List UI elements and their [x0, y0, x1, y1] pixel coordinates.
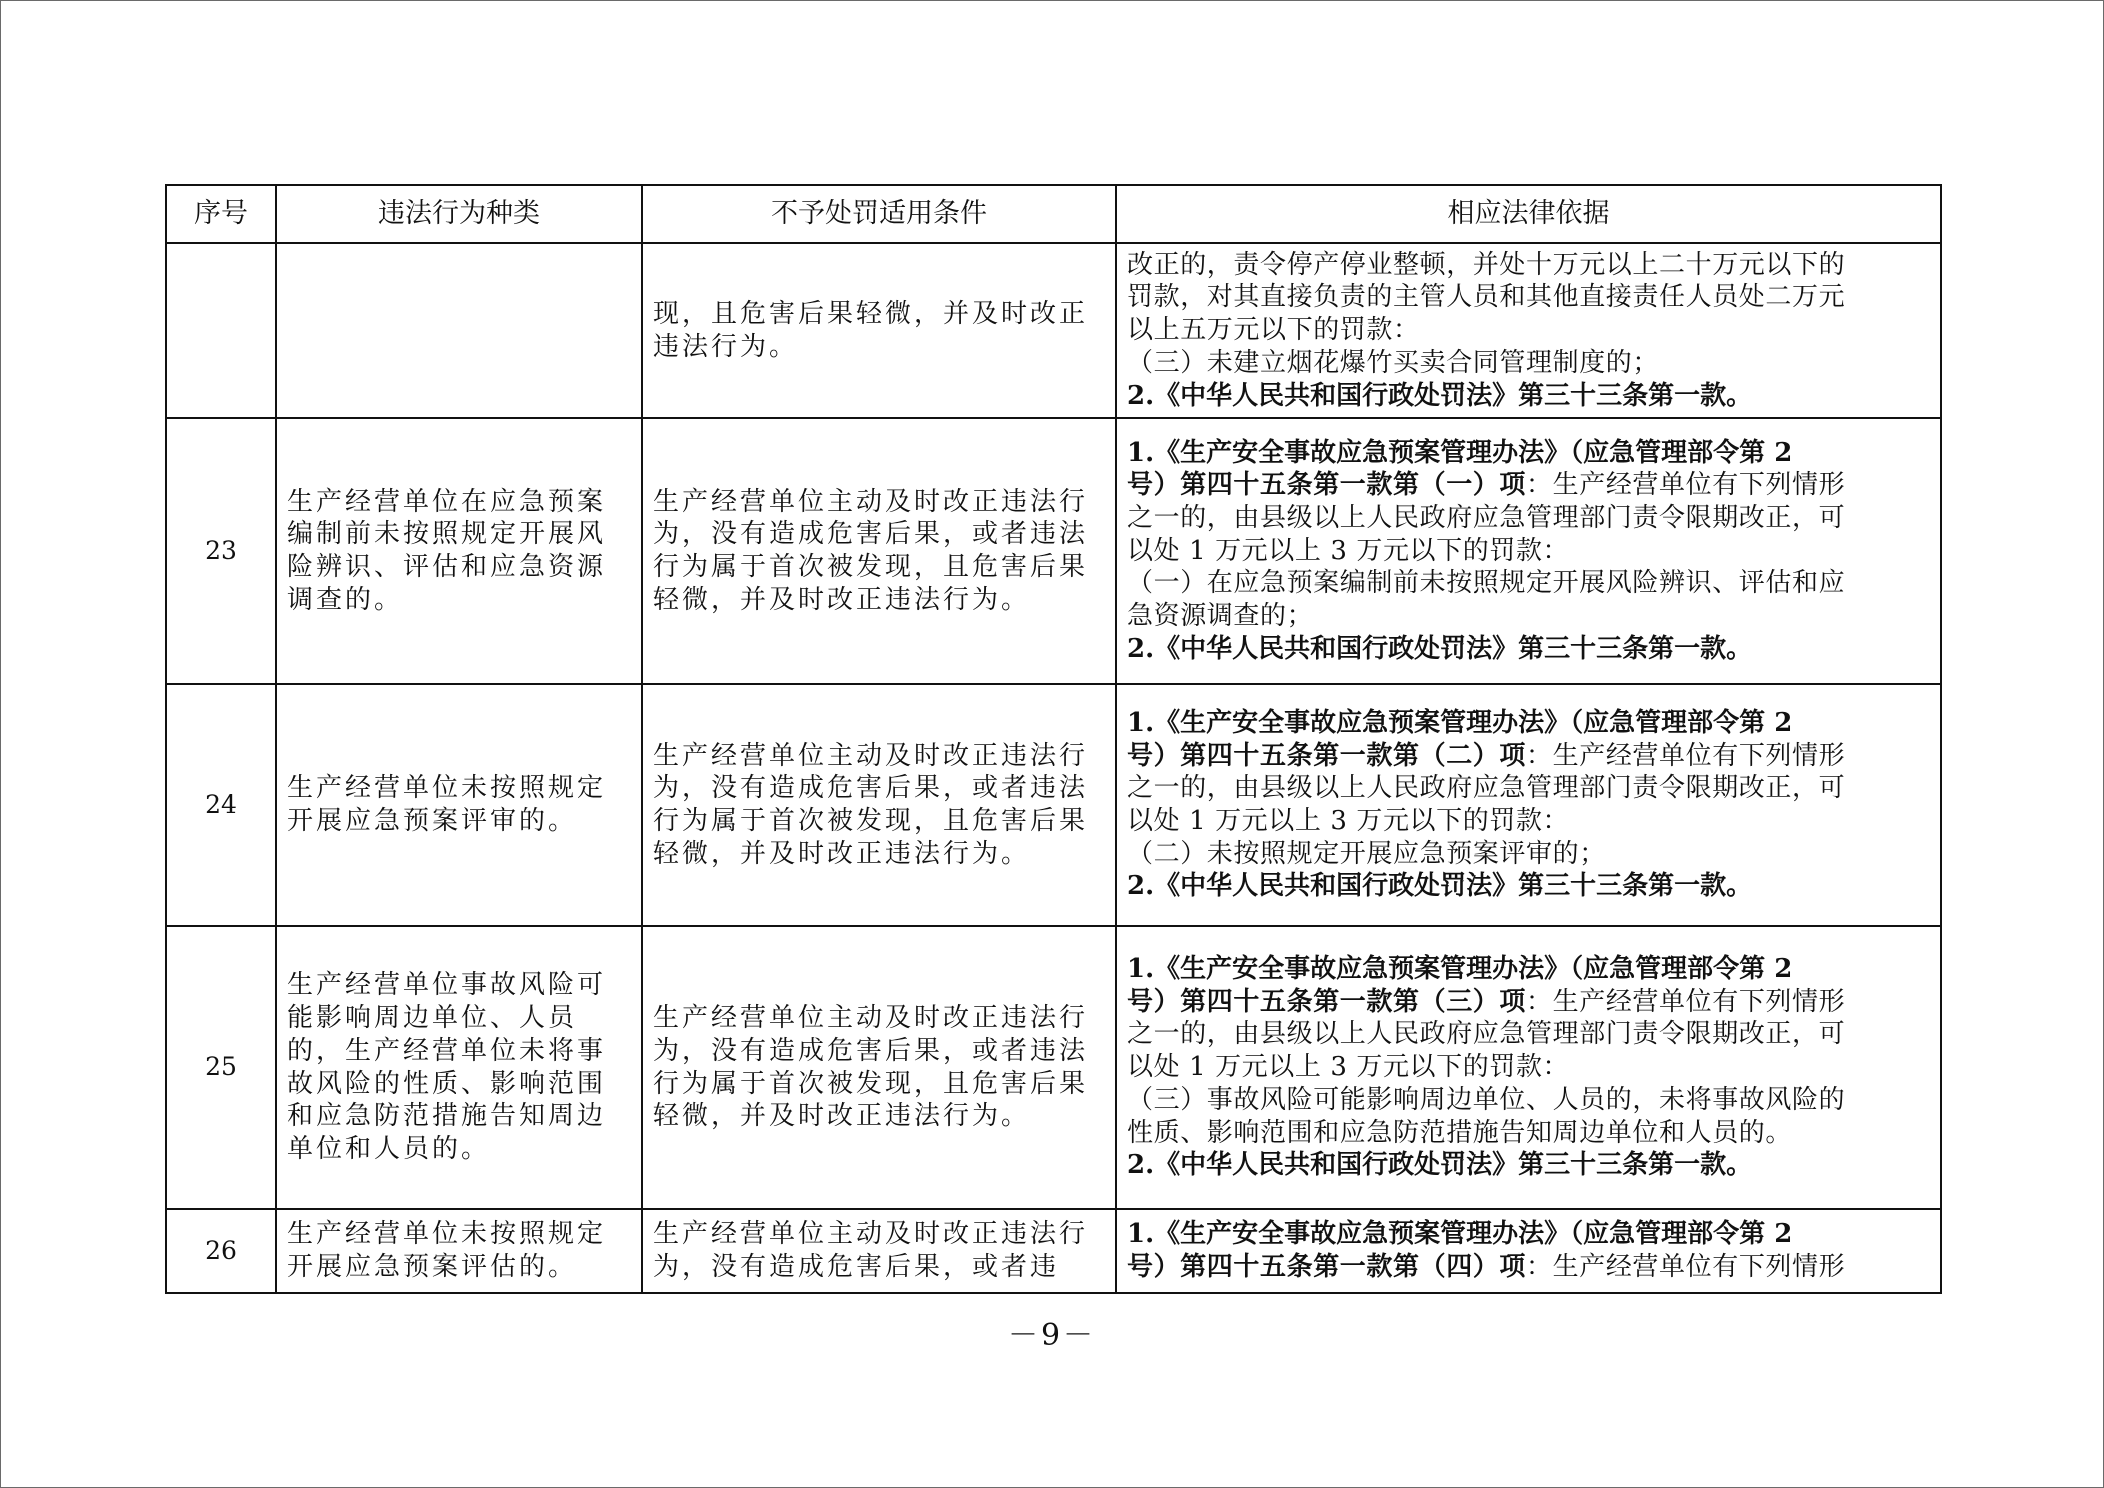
- legal-basis-line: [1127, 281, 1930, 314]
- header-legal-basis: 相应法律依据: [1116, 185, 1941, 243]
- legal-basis-text: ：生产经营单位有下列情形: [1526, 986, 1846, 1017]
- violation-type-cell: 生产经营单位未按照规定开展应急预案评估的。: [276, 1209, 642, 1293]
- legal-basis-line: [1127, 469, 1930, 502]
- legal-basis-line: [1127, 567, 1930, 600]
- legal-basis-bold-text: 号）第四十五条第一款第（一）项: [1127, 470, 1527, 501]
- table-header-row: [166, 185, 1941, 243]
- legal-basis-text: 以上五万元以下的罚款：: [1127, 315, 1420, 346]
- violation-type-cell: [276, 243, 642, 418]
- legal-basis-cell: [1116, 1209, 1941, 1293]
- legal-basis-bold-text: 1.《生产安全事故应急预案管理办法》（应急管理部令第 2: [1127, 707, 1793, 738]
- legal-basis-line: [1127, 870, 1930, 903]
- legal-basis-text: 以处 1 万元以上 3 万元以下的罚款：: [1127, 1052, 1570, 1083]
- header-exemption-condition: 不予处罚适用条件: [642, 185, 1116, 243]
- header-serial-no: 序号: [166, 185, 276, 243]
- legal-basis-bold-text: 2.《中华人民共和国行政处罚法》第三十三条第一款。: [1127, 871, 1753, 902]
- penalty-exemption-table: [165, 184, 1942, 1294]
- legal-basis-text: ：生产经营单位有下列情形: [1526, 740, 1846, 771]
- legal-basis-text: （一）在应急预案编制前未按照规定开展风险辨识、评估和应: [1127, 568, 1846, 599]
- legal-basis-line: [1127, 1051, 1930, 1084]
- legal-basis-bold-text: 2.《中华人民共和国行政处罚法》第三十三条第一款。: [1127, 1150, 1753, 1181]
- legal-basis-cell: [1116, 418, 1941, 684]
- legal-basis-line: [1127, 1149, 1930, 1182]
- exemption-condition-cell: 现，且危害后果轻微，并及时改正违法行为。: [642, 243, 1116, 418]
- legal-basis-line: [1127, 1117, 1930, 1150]
- legal-basis-line: [1127, 314, 1930, 347]
- legal-basis-line: [1127, 1018, 1930, 1051]
- legal-basis-bold-text: 1.《生产安全事故应急预案管理办法》（应急管理部令第 2: [1127, 437, 1793, 468]
- violation-type-cell: 生产经营单位未按照规定开展应急预案评审的。: [276, 684, 642, 926]
- exemption-condition-cell: 生产经营单位主动及时改正违法行为，没有造成危害后果，或者违法行为属于首次被发现，且危害后果轻微，并及时改正违法行为。: [642, 418, 1116, 684]
- legal-basis-bold-text: 1.《生产安全事故应急预案管理办法》（应急管理部令第 2: [1127, 954, 1793, 985]
- exemption-condition-cell: 生产经营单位主动及时改正违法行为，没有造成危害后果，或者违法行为属于首次被发现，且危害后果轻微，并及时改正违法行为。: [642, 684, 1116, 926]
- table-row: [166, 926, 1941, 1209]
- page-number: －9－: [1007, 1318, 1097, 1353]
- violation-type-cell: 生产经营单位事故风险可能影响周边单位、人员的，生产经营单位未将事故风险的性质、影响范围和应急防范措施告知周边单位和人员的。: [276, 926, 642, 1209]
- serial-no-cell: [166, 243, 276, 418]
- table-row: [166, 684, 1941, 926]
- table-row: [166, 243, 1941, 418]
- legal-basis-line: [1127, 772, 1930, 805]
- legal-basis-bold-text: 号）第四十五条第一款第（三）项: [1127, 986, 1527, 1017]
- legal-basis-line: [1127, 1084, 1930, 1117]
- legal-basis-text: 以处 1 万元以上 3 万元以下的罚款：: [1127, 535, 1570, 566]
- legal-basis-line: [1127, 740, 1930, 773]
- legal-basis-cell: [1116, 926, 1941, 1209]
- table-row: [166, 1209, 1941, 1293]
- legal-basis-line: [1127, 249, 1930, 282]
- legal-basis-text: （三）未建立烟花爆竹买卖合同管理制度的；: [1127, 347, 1660, 378]
- legal-basis-text: 之一的，由县级以上人民政府应急管理部门责令限期改正，可: [1127, 773, 1846, 804]
- legal-basis-text: 以处 1 万元以上 3 万元以下的罚款：: [1127, 806, 1570, 836]
- legal-basis-text: 改正的，责令停产停业整顿，并处十万元以上二十万元以下的: [1127, 249, 1846, 280]
- legal-basis-text: （二）未按照规定开展应急预案评审的；: [1127, 838, 1606, 869]
- legal-basis-bold-text: 号）第四十五条第一款第（二）项: [1127, 740, 1527, 771]
- serial-no-cell: 23: [166, 418, 276, 684]
- legal-basis-line: [1127, 805, 1930, 838]
- legal-basis-text: 罚款，对其直接负责的主管人员和其他直接责任人员处二万元: [1127, 282, 1846, 313]
- legal-basis-line: [1127, 707, 1930, 740]
- legal-basis-line: [1127, 347, 1930, 380]
- legal-basis-line: [1127, 953, 1930, 986]
- serial-no-cell: 24: [166, 684, 276, 926]
- legal-basis-line: [1127, 502, 1930, 535]
- legal-basis-line: [1127, 1218, 1930, 1251]
- legal-basis-text: ：生产经营单位有下列情形: [1526, 470, 1846, 501]
- serial-no-cell: 26: [166, 1209, 276, 1293]
- legal-basis-text: （三）事故风险可能影响周边单位、人员的，未将事故风险的: [1127, 1084, 1846, 1115]
- legal-basis-bold-text: 号）第四十五条第一款第（四）项: [1127, 1252, 1527, 1282]
- header-violation-type: 违法行为种类: [276, 185, 642, 243]
- legal-basis-text: 之一的，由县级以上人民政府应急管理部门责令限期改正，可: [1127, 502, 1846, 533]
- legal-basis-line: [1127, 633, 1930, 666]
- exemption-condition-cell: 生产经营单位主动及时改正违法行为，没有造成危害后果，或者违: [642, 1209, 1116, 1293]
- legal-basis-line: [1127, 600, 1930, 633]
- exemption-condition-cell: 生产经营单位主动及时改正违法行为，没有造成危害后果，或者违法行为属于首次被发现，且危害后果轻微，并及时改正违法行为。: [642, 926, 1116, 1209]
- legal-basis-bold-text: 1.《生产安全事故应急预案管理办法》（应急管理部令第 2: [1127, 1219, 1793, 1250]
- legal-basis-line: [1127, 380, 1930, 413]
- table-body: [166, 243, 1941, 1293]
- legal-basis-text: 性质、影响范围和应急防范措施告知周边单位和人员的。: [1127, 1117, 1793, 1148]
- legal-basis-bold-text: 2.《中华人民共和国行政处罚法》第三十三条第一款。: [1127, 633, 1753, 664]
- violation-type-cell: 生产经营单位在应急预案编制前未按照规定开展风险辨识、评估和应急资源调查的。: [276, 418, 642, 684]
- legal-basis-text: 急资源调查的；: [1127, 601, 1314, 632]
- legal-basis-bold-text: 2.《中华人民共和国行政处罚法》第三十三条第一款。: [1127, 380, 1753, 411]
- legal-basis-line: [1127, 986, 1930, 1019]
- legal-basis-cell: [1116, 243, 1941, 418]
- legal-basis-text: 之一的，由县级以上人民政府应急管理部门责令限期改正，可: [1127, 1019, 1846, 1050]
- legal-basis-line: [1127, 535, 1930, 568]
- legal-basis-text: ：生产经营单位有下列情形: [1526, 1252, 1846, 1282]
- serial-no-cell: 25: [166, 926, 276, 1209]
- table-row: [166, 418, 1941, 684]
- legal-basis-cell: [1116, 684, 1941, 926]
- legal-basis-line: [1127, 1251, 1930, 1284]
- legal-basis-line: [1127, 838, 1930, 871]
- legal-basis-line: [1127, 437, 1930, 470]
